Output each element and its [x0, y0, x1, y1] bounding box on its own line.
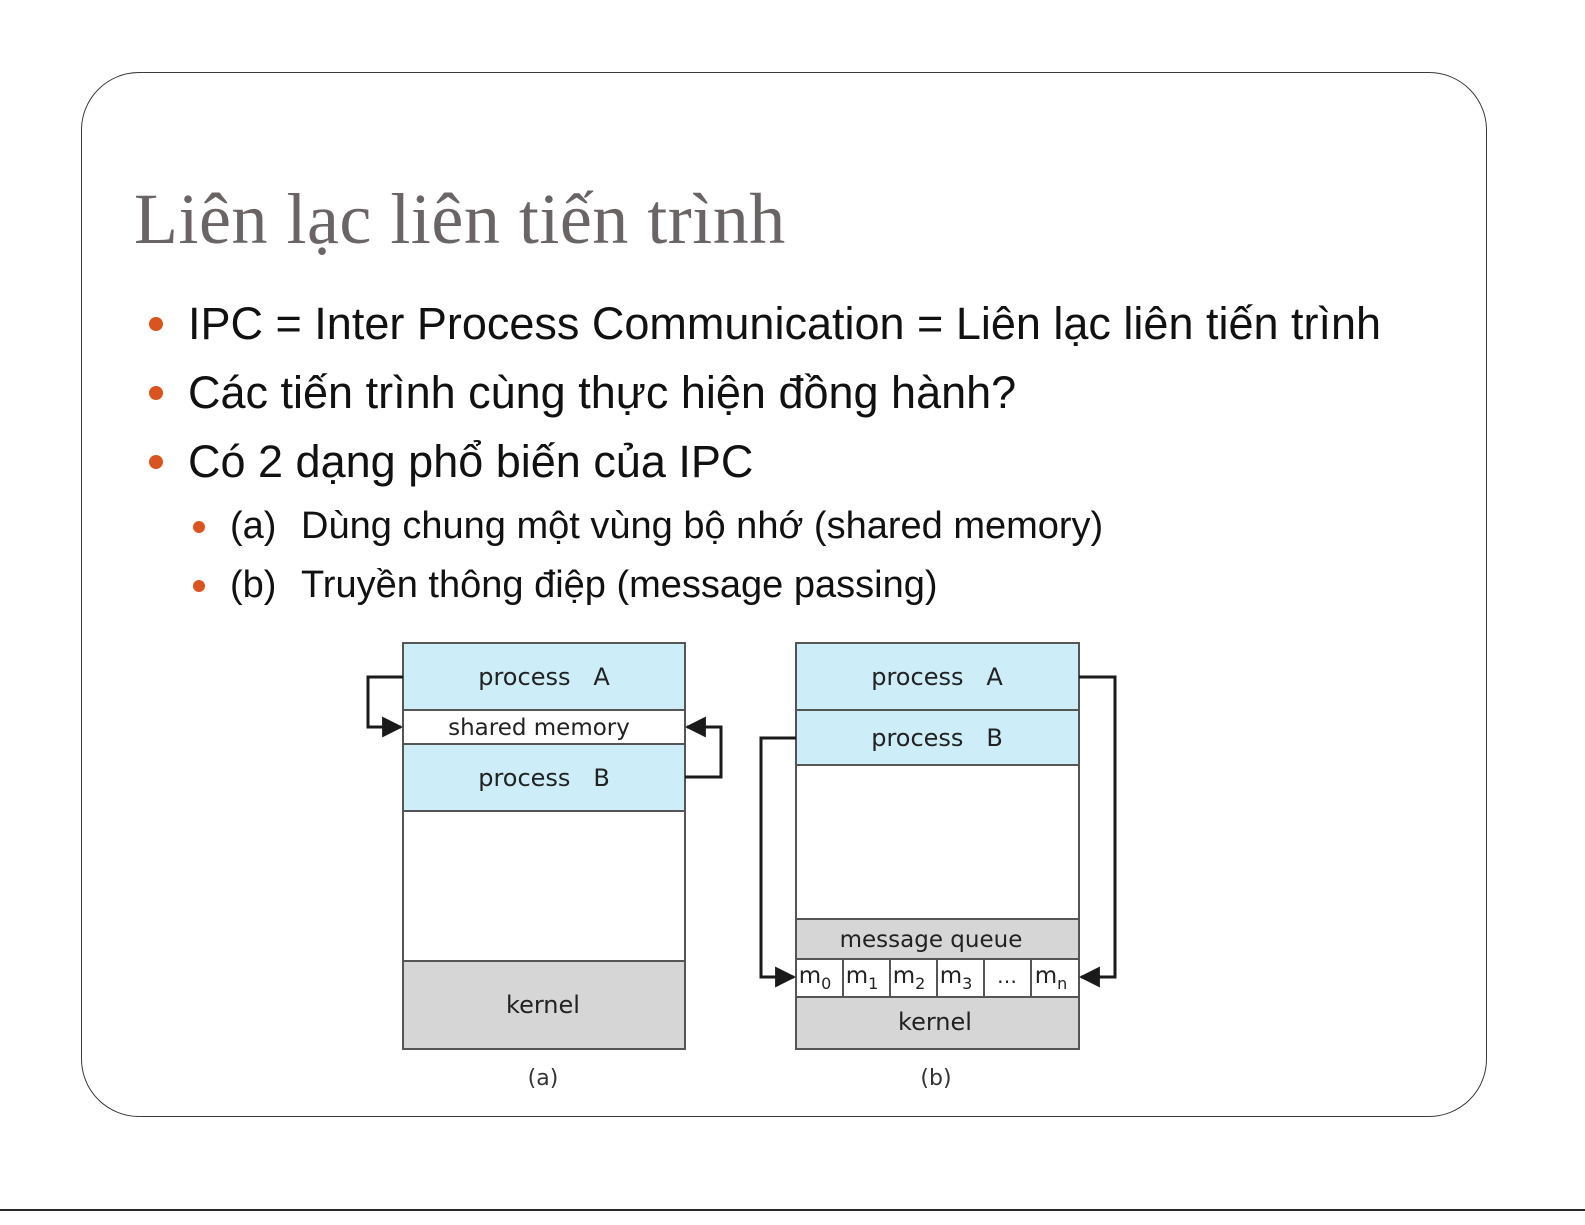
- slide-title: Liên lạc liên tiến trình: [134, 179, 786, 259]
- kernel-label: kernel: [506, 991, 580, 1019]
- bullet-list: [145, 292, 1381, 617]
- slot-sub: n: [1057, 974, 1068, 993]
- shared-memory-label: shared memory: [448, 715, 630, 741]
- message-queue-label: message queue: [839, 927, 1023, 953]
- bullet-dot-icon: [149, 386, 163, 400]
- slot-sub: 3: [962, 974, 973, 993]
- slot-m: m: [798, 963, 822, 989]
- slot-ellipsis: [997, 964, 1017, 988]
- read-arrow: [685, 727, 721, 777]
- sub-bullet-item: [145, 558, 1381, 617]
- bullet-dot-icon: [193, 580, 205, 592]
- slot-m: m: [1034, 963, 1058, 989]
- bullet-dot-icon: [149, 455, 163, 469]
- caption-b: (b): [920, 1066, 952, 1091]
- process-a-label: process A: [871, 663, 1003, 691]
- diagram-b: [761, 643, 1115, 1091]
- bullet-text: Các tiến trình cùng thực hiện đồng hành?: [188, 367, 1017, 418]
- kernel-label: kernel: [898, 1008, 972, 1036]
- bullet-item: [145, 361, 1381, 430]
- send-arrow: [1079, 677, 1115, 977]
- slot-m: m: [845, 963, 869, 989]
- sub-bullet-tag: (b): [230, 564, 277, 606]
- write-arrow: [368, 677, 403, 727]
- sub-bullet-text: Truyền thông điệp (message passing): [301, 564, 938, 606]
- sub-bullet-text: Dùng chung một vùng bộ nhớ (shared memory): [301, 505, 1104, 547]
- slot-m: m: [892, 963, 916, 989]
- bullet-item: [145, 430, 1381, 499]
- slot-sub: 0: [821, 974, 832, 993]
- sub-bullet-item: [145, 499, 1381, 558]
- process-a-label: process A: [478, 663, 610, 691]
- slot-sub: 1: [868, 974, 879, 993]
- process-b-label: process B: [478, 764, 610, 792]
- bullet-text: IPC = Inter Process Communication = Liên lạc liên tiến trình: [188, 298, 1382, 349]
- process-b-label: process B: [871, 724, 1003, 752]
- slot-m: m: [939, 963, 963, 989]
- bullet-item: [145, 292, 1381, 361]
- bullet-text: Có 2 dạng phổ biến của IPC: [188, 436, 754, 487]
- receive-arrow: [761, 738, 796, 977]
- ipc-figure: [353, 630, 1133, 1105]
- bottom-rule: [0, 1209, 1585, 1211]
- sub-bullet-tag: (a): [230, 505, 277, 547]
- caption-a: (a): [527, 1066, 559, 1091]
- diagram-a: [368, 643, 721, 1091]
- ipc-diagram: [353, 630, 1133, 1100]
- bullet-dot-icon: [193, 521, 205, 533]
- slot-m: …: [997, 964, 1017, 988]
- bullet-dot-icon: [149, 317, 163, 331]
- slot-sub: 2: [915, 974, 926, 993]
